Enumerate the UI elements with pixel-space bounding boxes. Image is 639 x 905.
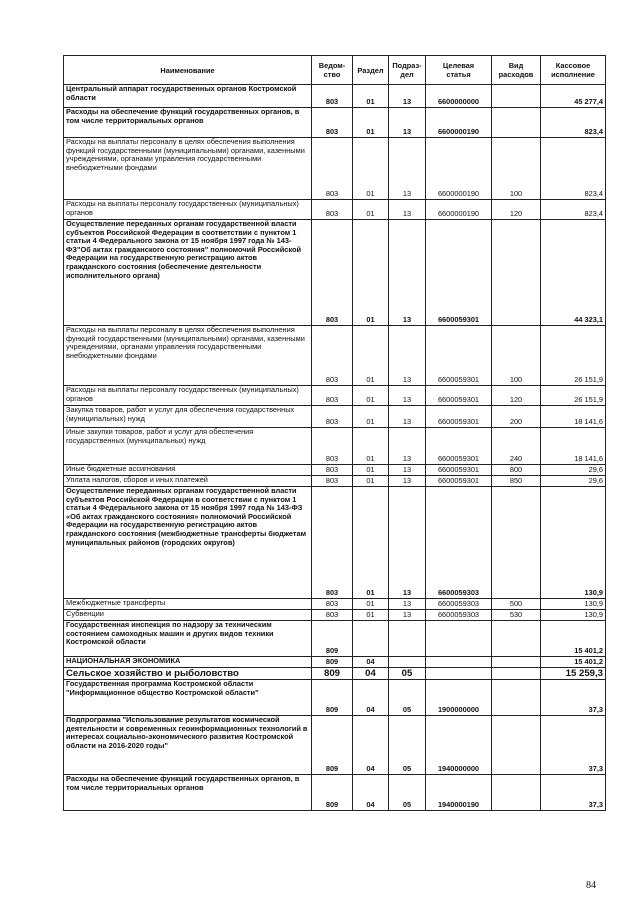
row-celevaya-statya: 1940000000 bbox=[426, 716, 492, 775]
header-razdel: Раздел bbox=[353, 56, 389, 85]
row-razdel: 01 bbox=[353, 465, 389, 476]
row-vid-rashodov: 100 bbox=[492, 326, 541, 386]
row-podrazdel: 13 bbox=[389, 428, 426, 465]
row-vedomstvo: 809 bbox=[312, 657, 353, 668]
row-name: Государственная инспекция по надзору за техническим состоянием самоходных машин и других видов техники Костромской области bbox=[64, 621, 312, 657]
row-vedomstvo: 803 bbox=[312, 220, 353, 326]
row-vedomstvo: 803 bbox=[312, 406, 353, 428]
row-kassovoe-ispolnenie: 18 141,6 bbox=[541, 406, 606, 428]
row-kassovoe-ispolnenie: 44 323,1 bbox=[541, 220, 606, 326]
row-podrazdel: 13 bbox=[389, 326, 426, 386]
row-celevaya-statya: 6600059303 bbox=[426, 610, 492, 621]
row-celevaya-statya: 6600059301 bbox=[426, 220, 492, 326]
row-celevaya-statya: 6600059301 bbox=[426, 476, 492, 487]
row-razdel: 04 bbox=[353, 775, 389, 811]
row-podrazdel: 13 bbox=[389, 476, 426, 487]
row-name: Подпрограмма "Использование результатов космической деятельности и современных геоинформационных технологий в интересах социально-экономического развития Костромской области на 2016-2020 годы" bbox=[64, 716, 312, 775]
row-podrazdel: 13 bbox=[389, 599, 426, 610]
row-kassovoe-ispolnenie: 823,4 bbox=[541, 200, 606, 220]
table-row bbox=[64, 680, 606, 716]
row-vid-rashodov bbox=[492, 716, 541, 775]
table-row bbox=[64, 716, 606, 775]
header-celevaya-statya: Целевая статья bbox=[426, 56, 492, 85]
row-celevaya-statya: 6600059301 bbox=[426, 428, 492, 465]
table-header-row bbox=[64, 56, 606, 85]
row-razdel: 04 bbox=[353, 680, 389, 716]
row-name: Иные бюджетные ассигнования bbox=[64, 465, 312, 476]
row-vedomstvo: 809 bbox=[312, 621, 353, 657]
row-razdel: 01 bbox=[353, 200, 389, 220]
table-row bbox=[64, 386, 606, 406]
row-kassovoe-ispolnenie: 26 151,9 bbox=[541, 326, 606, 386]
row-razdel: 01 bbox=[353, 406, 389, 428]
table-row bbox=[64, 465, 606, 476]
row-razdel: 04 bbox=[353, 668, 389, 680]
row-celevaya-statya: 6600059303 bbox=[426, 599, 492, 610]
row-name: Осуществление переданных органам государственной власти субъектов Российской Федерации в соответствии с пунктом 1 статьи 4 Федерального закона от 15 ноября 1997 года № 143-ФЗ"Об актах гражданского состояния" полномочий Российской Федерации на государственную регистрацию актов гражданского состояния (обеспечение деятельности исполнительного органа) bbox=[64, 220, 312, 326]
row-celevaya-statya bbox=[426, 657, 492, 668]
row-vedomstvo: 803 bbox=[312, 108, 353, 138]
row-celevaya-statya bbox=[426, 668, 492, 680]
row-razdel: 04 bbox=[353, 716, 389, 775]
row-name: Расходы на обеспечение функций государственных органов, в том числе территориальных органов bbox=[64, 775, 312, 811]
row-name: Центральный аппарат государственных органов Костромской области bbox=[64, 85, 312, 108]
row-vid-rashodov bbox=[492, 621, 541, 657]
table-row bbox=[64, 657, 606, 668]
row-celevaya-statya: 6600000190 bbox=[426, 200, 492, 220]
table-row bbox=[64, 108, 606, 138]
row-name: Уплата налогов, сборов и иных платежей bbox=[64, 476, 312, 487]
row-kassovoe-ispolnenie: 29,6 bbox=[541, 476, 606, 487]
row-celevaya-statya: 6600059301 bbox=[426, 465, 492, 476]
row-celevaya-statya: 6600000190 bbox=[426, 108, 492, 138]
row-vedomstvo: 803 bbox=[312, 487, 353, 599]
row-vedomstvo: 803 bbox=[312, 610, 353, 621]
table-body bbox=[64, 85, 606, 811]
table-row bbox=[64, 200, 606, 220]
row-vedomstvo: 809 bbox=[312, 668, 353, 680]
row-vid-rashodov bbox=[492, 108, 541, 138]
row-razdel: 01 bbox=[353, 220, 389, 326]
row-vedomstvo: 803 bbox=[312, 200, 353, 220]
row-vedomstvo: 803 bbox=[312, 428, 353, 465]
row-celevaya-statya: 6600059303 bbox=[426, 487, 492, 599]
row-vid-rashodov: 530 bbox=[492, 610, 541, 621]
row-vid-rashodov bbox=[492, 487, 541, 599]
row-vedomstvo: 803 bbox=[312, 599, 353, 610]
row-vid-rashodov: 500 bbox=[492, 599, 541, 610]
row-vid-rashodov bbox=[492, 668, 541, 680]
row-vedomstvo: 803 bbox=[312, 138, 353, 200]
row-vid-rashodov bbox=[492, 775, 541, 811]
row-name: Расходы на выплаты персоналу в целях обеспечения выполнения функций государственными (муниципальными) органами, казенными учреждениями, органами управления государственными внебюджетными фондами bbox=[64, 326, 312, 386]
row-name: НАЦИОНАЛЬНАЯ ЭКОНОМИКА bbox=[64, 657, 312, 668]
row-kassovoe-ispolnenie: 15 401,2 bbox=[541, 621, 606, 657]
row-kassovoe-ispolnenie: 15 401,2 bbox=[541, 657, 606, 668]
row-name: Иные закупки товаров, работ и услуг для обеспечения государственных (муниципальных) нужд bbox=[64, 428, 312, 465]
row-name: Государственная программа Костромской области "Информационное общество Костромской области" bbox=[64, 680, 312, 716]
row-vedomstvo: 803 bbox=[312, 85, 353, 108]
row-kassovoe-ispolnenie: 823,4 bbox=[541, 108, 606, 138]
row-kassovoe-ispolnenie: 130,9 bbox=[541, 610, 606, 621]
row-vid-rashodov: 850 bbox=[492, 476, 541, 487]
table-row bbox=[64, 610, 606, 621]
row-vid-rashodov: 200 bbox=[492, 406, 541, 428]
table-row bbox=[64, 428, 606, 465]
row-kassovoe-ispolnenie: 15 259,3 bbox=[541, 668, 606, 680]
row-name: Сельское хозяйство и рыболовство bbox=[64, 668, 312, 680]
row-celevaya-statya: 6600059301 bbox=[426, 326, 492, 386]
table-row bbox=[64, 138, 606, 200]
row-name: Расходы на выплаты персоналу государственных (муниципальных) органов bbox=[64, 386, 312, 406]
row-podrazdel: 13 bbox=[389, 610, 426, 621]
row-name: Расходы на выплаты персоналу в целях обеспечения выполнения функций государственными (муниципальными) органами, казенными учреждениями, органами управления государственными внебюджетными фондами bbox=[64, 138, 312, 200]
row-kassovoe-ispolnenie: 37,3 bbox=[541, 775, 606, 811]
row-celevaya-statya bbox=[426, 621, 492, 657]
row-vid-rashodov: 240 bbox=[492, 428, 541, 465]
row-celevaya-statya: 6600059301 bbox=[426, 386, 492, 406]
header-vid-rashodov: Вид расходов bbox=[492, 56, 541, 85]
row-podrazdel: 05 bbox=[389, 716, 426, 775]
row-razdel: 01 bbox=[353, 610, 389, 621]
row-razdel: 01 bbox=[353, 476, 389, 487]
header-name: Наименование bbox=[64, 56, 312, 85]
header-podrazdel: Подраз- дел bbox=[389, 56, 426, 85]
row-name: Расходы на выплаты персоналу государственных (муниципальных) органов bbox=[64, 200, 312, 220]
row-kassovoe-ispolnenie: 823,4 bbox=[541, 138, 606, 200]
row-podrazdel: 05 bbox=[389, 668, 426, 680]
row-kassovoe-ispolnenie: 37,3 bbox=[541, 716, 606, 775]
row-vedomstvo: 803 bbox=[312, 465, 353, 476]
table-row bbox=[64, 85, 606, 108]
header-kassovoe-ispolnenie: Кассовое исполнение bbox=[541, 56, 606, 85]
row-podrazdel: 13 bbox=[389, 406, 426, 428]
row-vedomstvo: 803 bbox=[312, 386, 353, 406]
row-kassovoe-ispolnenie: 26 151,9 bbox=[541, 386, 606, 406]
row-razdel: 01 bbox=[353, 487, 389, 599]
row-kassovoe-ispolnenie: 130,9 bbox=[541, 599, 606, 610]
row-vedomstvo: 803 bbox=[312, 476, 353, 487]
row-podrazdel: 13 bbox=[389, 465, 426, 476]
row-podrazdel: 13 bbox=[389, 108, 426, 138]
row-celevaya-statya: 1900000000 bbox=[426, 680, 492, 716]
row-name: Субвенции bbox=[64, 610, 312, 621]
row-vid-rashodov: 100 bbox=[492, 138, 541, 200]
row-vid-rashodov: 120 bbox=[492, 386, 541, 406]
table-row bbox=[64, 406, 606, 428]
table-row bbox=[64, 476, 606, 487]
row-razdel: 01 bbox=[353, 428, 389, 465]
budget-table bbox=[63, 55, 606, 811]
row-celevaya-statya: 6600000190 bbox=[426, 138, 492, 200]
row-razdel: 01 bbox=[353, 599, 389, 610]
row-kassovoe-ispolnenie: 18 141,6 bbox=[541, 428, 606, 465]
row-vedomstvo: 809 bbox=[312, 775, 353, 811]
row-name: Расходы на обеспечение функций государственных органов, в том числе территориальных органов bbox=[64, 108, 312, 138]
row-razdel: 01 bbox=[353, 108, 389, 138]
row-name: Закупка товаров, работ и услуг для обеспечения государственных (муниципальных) нужд bbox=[64, 406, 312, 428]
row-podrazdel: 13 bbox=[389, 85, 426, 108]
row-podrazdel: 13 bbox=[389, 487, 426, 599]
row-podrazdel bbox=[389, 657, 426, 668]
table-row bbox=[64, 668, 606, 680]
table-row bbox=[64, 599, 606, 610]
row-name: Осуществление переданных органам государственной власти субъектов Российской Федерации в соответствии с пунктом 1 статьи 4 Федерального закона от 15 ноября 1997 года № 143-ФЗ «Об актах гражданского состояния» полномочий Российской Федерации на государственную регистрацию актов гражданского состояния (межбюджетные трансферты бюджетам муниципальных районов (городских округов) bbox=[64, 487, 312, 599]
row-celevaya-statya: 6600000000 bbox=[426, 85, 492, 108]
row-vedomstvo: 809 bbox=[312, 680, 353, 716]
row-podrazdel: 13 bbox=[389, 220, 426, 326]
row-vedomstvo: 803 bbox=[312, 326, 353, 386]
row-celevaya-statya: 6600059301 bbox=[426, 406, 492, 428]
row-vid-rashodov bbox=[492, 680, 541, 716]
row-vedomstvo: 809 bbox=[312, 716, 353, 775]
row-vid-rashodov bbox=[492, 657, 541, 668]
table-row bbox=[64, 220, 606, 326]
row-podrazdel bbox=[389, 621, 426, 657]
row-vid-rashodov: 120 bbox=[492, 200, 541, 220]
row-vid-rashodov: 800 bbox=[492, 465, 541, 476]
row-podrazdel: 13 bbox=[389, 138, 426, 200]
row-razdel: 01 bbox=[353, 138, 389, 200]
table-row bbox=[64, 621, 606, 657]
row-razdel: 01 bbox=[353, 326, 389, 386]
row-podrazdel: 13 bbox=[389, 386, 426, 406]
row-podrazdel: 05 bbox=[389, 775, 426, 811]
row-vid-rashodov bbox=[492, 85, 541, 108]
row-razdel: 01 bbox=[353, 386, 389, 406]
row-razdel: 04 bbox=[353, 657, 389, 668]
row-razdel: 01 bbox=[353, 85, 389, 108]
row-podrazdel: 13 bbox=[389, 200, 426, 220]
table-row bbox=[64, 775, 606, 811]
row-razdel bbox=[353, 621, 389, 657]
row-kassovoe-ispolnenie: 45 277,4 bbox=[541, 85, 606, 108]
row-name: Межбюджетные трансферты bbox=[64, 599, 312, 610]
row-kassovoe-ispolnenie: 130,9 bbox=[541, 487, 606, 599]
row-podrazdel: 05 bbox=[389, 680, 426, 716]
header-vedomstvo: Ведом- ство bbox=[312, 56, 353, 85]
table-row bbox=[64, 326, 606, 386]
row-kassovoe-ispolnenie: 37,3 bbox=[541, 680, 606, 716]
table-row bbox=[64, 487, 606, 599]
row-vid-rashodov bbox=[492, 220, 541, 326]
row-kassovoe-ispolnenie: 29,6 bbox=[541, 465, 606, 476]
page-number: 84 bbox=[586, 880, 596, 891]
row-celevaya-statya: 1940000190 bbox=[426, 775, 492, 811]
